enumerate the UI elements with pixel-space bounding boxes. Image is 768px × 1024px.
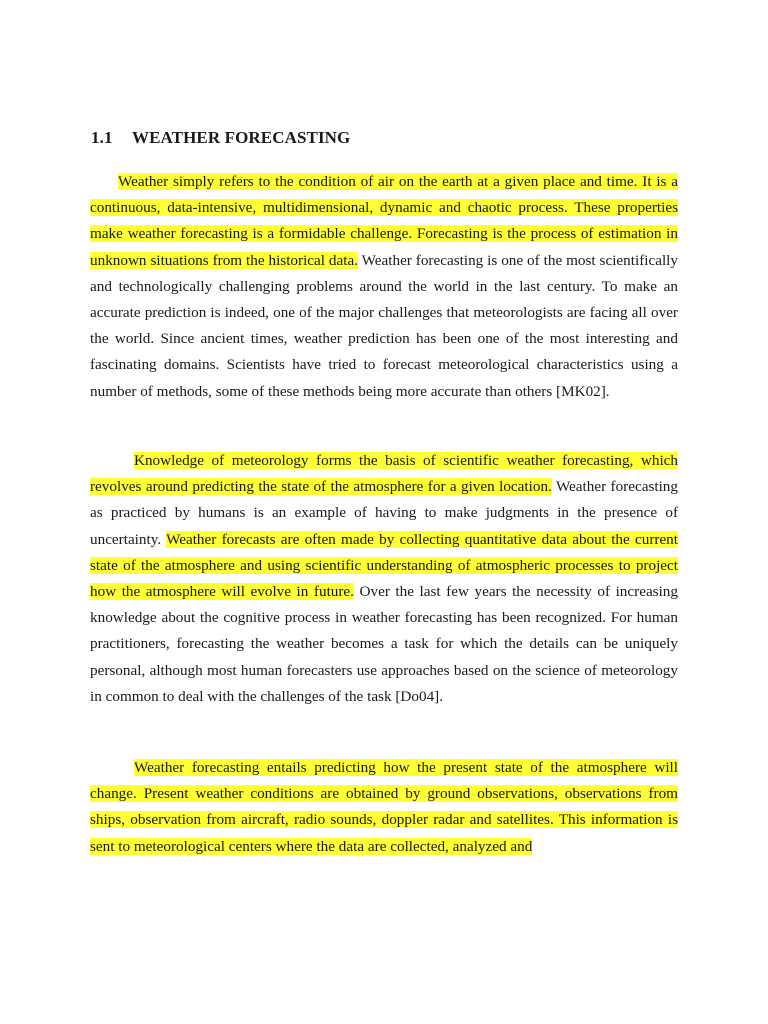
paragraph-2 — [90, 448, 678, 710]
highlighted-text: Knowledge of meteorology forms the basis of scientific weather forecasting, which revolves around predicting the state of the atmosphere for a given location. — [90, 452, 678, 496]
highlighted-text: Weather forecasts are often made by collecting quantitative data about the current state of the atmosphere and using scientific understanding of atmospheric processes to project how the atmosphere will evolve in future. — [90, 530, 678, 601]
body-text: Weather forecasting is one of the most scientifically and technologically challenging problems around the world in the last century. To make an accurate prediction is indeed, one of the major challenges that meteorologists are facing all over the world. Since ancient times, weather prediction has been one of the most interesting and fascinating domains. Scientists have tried to forecast meteorological characteristics using a number of methods, some of these methods being more accurate than others [MK02]. — [90, 251, 678, 400]
highlighted-text: Weather forecasting entails predicting how the present state of the atmosphere will change. Present weather conditions are obtained by ground observations, observations from ships, observation from aircraft, radio sounds, doppler radar and satellites. This information is sent to meteorological centers where the data are collected, analyzed and — [90, 759, 678, 855]
section-heading — [91, 128, 350, 148]
body-text: Over the last few years the necessity of increasing knowledge about the cognitive process in weather forecasting has been recognized. For human practitioners, forecasting the weather becomes a task for which the details can be uniquely personal, although most human forecasters use approaches based on the science of meteorology in common to deal with the challenges of the task [Do04]. — [90, 583, 678, 705]
paragraph-3 — [90, 755, 678, 860]
body-text: Weather forecasting as practiced by humans is an example of having to make judgments in the presence of uncertainty. — [90, 478, 678, 548]
paragraph-1 — [90, 169, 678, 405]
section-number: 1.1 — [91, 128, 113, 147]
section-title: WEATHER FORECASTING — [132, 128, 351, 147]
highlighted-text: Weather simply refers to the condition of air on the earth at a given place and time. It is a continuous, data-intensive, multidimensional, dynamic and chaotic process. These properties make weather forecasting is a formidable challenge. Forecasting is the process of estimation in unknown situations from the historical data. — [90, 173, 678, 269]
